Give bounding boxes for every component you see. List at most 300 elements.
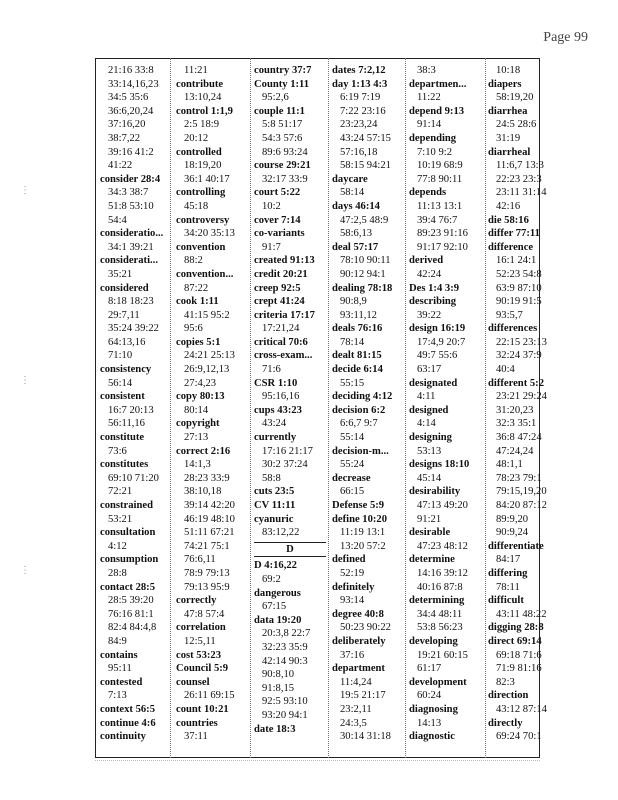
column-divider: [328, 58, 329, 758]
index-term: copy 80:13: [176, 391, 225, 403]
index-term: developing: [409, 635, 458, 647]
index-reference: 50:23 90:22: [340, 622, 391, 634]
index-term: diarrheal: [488, 146, 531, 158]
index-reference: 23:11 31:14: [496, 187, 547, 199]
index-term: differ 77:11: [488, 228, 540, 240]
index-reference: 93:14: [340, 595, 365, 607]
index-column-4: [332, 64, 404, 744]
index-reference: 79:15,19,20: [496, 486, 547, 498]
index-term: difference: [488, 241, 534, 253]
index-reference: 36:6,20,24: [108, 105, 154, 117]
index-reference: 47:24,24: [496, 445, 534, 457]
index-term: contains: [100, 649, 138, 661]
index-reference: 11:4,24: [340, 676, 372, 688]
index-term: decide 6:14: [332, 364, 383, 376]
index-reference: 91:17 92:10: [417, 241, 468, 253]
index-term: desirable: [409, 527, 451, 539]
index-reference: 78:9 79:13: [184, 567, 230, 579]
index-reference: 35:24 39:22: [108, 323, 159, 335]
index-term: controversy: [176, 214, 230, 226]
index-term: date 18:3: [254, 723, 296, 735]
index-reference: 55:14: [340, 432, 365, 444]
index-reference: 69:24 70:1: [496, 731, 542, 743]
index-term: diagnostic: [409, 731, 455, 743]
index-term: decision-m...: [332, 445, 389, 457]
index-term: constrained: [100, 500, 153, 511]
index-reference: 61:17: [417, 663, 442, 675]
bottom-rule: [95, 760, 540, 761]
index-reference: 78:14: [340, 336, 365, 348]
index-reference: 95:6: [184, 323, 203, 335]
index-reference: 58:19,20: [496, 92, 534, 104]
index-term: day 1:13 4:3: [332, 78, 388, 90]
index-reference: 45:14: [417, 472, 442, 484]
index-term: designed: [409, 404, 449, 416]
index-term: designated: [409, 377, 458, 389]
index-reference: 19:21 60:15: [417, 649, 468, 661]
index-column-5: [409, 64, 483, 744]
index-reference: 73:6: [108, 445, 127, 457]
index-reference: 34:20 35:13: [184, 228, 235, 240]
index-reference: 27:13: [184, 432, 209, 444]
index-reference: 48:1,1: [496, 459, 523, 471]
index-reference: 31:20,23: [496, 404, 534, 416]
index-term: Defense 5:9: [332, 500, 385, 511]
index-term: data 19:20: [254, 614, 302, 626]
index-reference: 87:22: [184, 282, 209, 294]
index-term: dangerous: [254, 587, 301, 599]
index-reference: 63:9 87:10: [496, 282, 542, 294]
index-reference: 24:3,5: [340, 717, 367, 729]
index-term: correctly: [176, 595, 217, 607]
index-reference: 39:22: [417, 309, 442, 321]
index-reference: 41:15 95:2: [184, 309, 230, 321]
index-reference: 14:16 39:12: [417, 567, 468, 579]
index-column-2: [176, 64, 248, 744]
index-term: cook 1:11: [176, 296, 219, 308]
index-reference: 28:5 39:20: [108, 595, 154, 607]
index-term: counsel: [176, 676, 210, 688]
index-term: determining: [409, 595, 465, 607]
index-term: differentiate: [488, 540, 544, 552]
index-term: dates 7:2,12: [332, 65, 386, 76]
section-letter: D: [254, 542, 326, 558]
index-term: differences: [488, 323, 538, 335]
index-reference: 11:6,7 13:3: [496, 160, 544, 172]
index-term: controlling: [176, 187, 226, 199]
index-reference: 23:2,11: [340, 703, 372, 715]
index-reference: 82:3: [496, 676, 515, 688]
index-reference: 31:19: [496, 132, 521, 144]
index-term: consistent: [100, 391, 145, 403]
index-term: countries: [176, 717, 218, 729]
index-reference: 90:8,10: [262, 669, 295, 681]
index-reference: 38:3: [417, 65, 436, 76]
index-term: deciding 4:12: [332, 391, 393, 403]
index-reference: 89:9,20: [496, 513, 529, 525]
index-reference: 63:17: [417, 364, 442, 376]
margin-mark: ⋮: [20, 185, 30, 196]
index-term: cuts 23:5: [254, 486, 295, 498]
index-reference: 77:8 90:11: [417, 173, 463, 185]
index-reference: 47:13 49:20: [417, 500, 468, 511]
index-term: derived: [409, 255, 444, 267]
index-reference: 58:14: [340, 187, 365, 199]
index-reference: 38:7,22: [108, 132, 141, 144]
index-reference: 32:17 33:9: [262, 173, 308, 185]
index-term: describing: [409, 296, 457, 308]
index-term: convention: [176, 241, 226, 253]
index-term: control 1:1,9: [176, 105, 233, 117]
index-reference: 18:19,20: [184, 160, 222, 172]
index-reference: 95:2,6: [262, 92, 289, 104]
index-reference: 17:21,24: [262, 323, 300, 335]
index-reference: 39:16 41:2: [108, 146, 154, 158]
index-reference: 13:20 57:2: [340, 540, 386, 552]
index-reference: 7:13: [108, 690, 127, 702]
index-reference: 37:11: [184, 731, 208, 743]
index-term: continue 4:6: [100, 717, 156, 729]
index-reference: 11:13 13:1: [417, 200, 463, 212]
index-term: degree 40:8: [332, 608, 384, 620]
index-reference: 39:14 42:20: [184, 500, 235, 511]
index-reference: 12:5,11: [184, 635, 216, 647]
index-reference: 4:11: [417, 391, 436, 403]
index-reference: 40:16 87:8: [417, 581, 463, 593]
index-reference: 83:12,22: [262, 527, 300, 539]
index-term: credit 20:21: [254, 268, 308, 280]
index-reference: 33:14,16,23: [108, 78, 159, 90]
index-reference: 10:19 68:9: [417, 160, 463, 172]
index-reference: 49:7 55:6: [417, 350, 458, 362]
index-reference: 40:4: [496, 364, 515, 376]
index-term: copyright: [176, 418, 220, 430]
index-term: dealt 81:15: [332, 350, 382, 362]
index-reference: 17:16 21:17: [262, 445, 313, 457]
index-term: cost 53:23: [176, 649, 222, 661]
index-term: context 56:5: [100, 703, 156, 715]
index-reference: 34:1 39:21: [108, 241, 154, 253]
column-divider: [405, 58, 406, 758]
index-reference: 55:24: [340, 459, 365, 471]
index-term: defined: [332, 554, 366, 566]
index-term: development: [409, 676, 467, 688]
index-reference: 17:4,9 20:7: [417, 336, 466, 348]
index-reference: 20:3,8 22:7: [262, 628, 311, 640]
index-term: consistency: [100, 364, 152, 376]
index-term: controlled: [176, 146, 222, 158]
index-term: decrease: [332, 472, 371, 484]
index-reference: 36:1 40:17: [184, 173, 230, 185]
index-column-1: [100, 64, 168, 744]
index-term: Council 5:9: [176, 663, 229, 675]
index-term: diarrhea: [488, 105, 528, 117]
index-reference: 11:21: [184, 65, 208, 76]
index-term: digging 28:8: [488, 622, 544, 634]
index-term: criteria 17:17: [254, 309, 315, 321]
index-reference: 43:11 48:22: [496, 608, 547, 620]
index-reference: 34:3 38:7: [108, 187, 149, 199]
index-reference: 28:23 33:9: [184, 472, 230, 484]
index-reference: 22:15 23:13: [496, 336, 547, 348]
index-reference: 69:18 71:6: [496, 649, 542, 661]
index-reference: 91:21: [417, 513, 442, 525]
index-reference: 28:8: [108, 567, 127, 579]
index-reference: 10:2: [262, 200, 281, 212]
index-term: differing: [488, 567, 528, 579]
index-term: contact 28:5: [100, 581, 156, 593]
index-reference: 16:1 24:1: [496, 255, 537, 267]
index-reference: 4:14: [417, 418, 436, 430]
index-term: course 29:21: [254, 160, 311, 172]
index-reference: 24:5 28:6: [496, 119, 537, 131]
index-term: different 5:2: [488, 377, 544, 389]
index-reference: 43:12 87:14: [496, 703, 547, 715]
index-term: deal 57:17: [332, 241, 379, 253]
index-reference: 71:9 81:16: [496, 663, 542, 675]
index-reference: 10:18: [496, 65, 521, 76]
column-divider: [485, 58, 486, 758]
index-reference: 6:6,7 9:7: [340, 418, 378, 430]
index-reference: 5:8 51:17: [262, 119, 303, 131]
index-reference: 11:19 13:1: [340, 527, 386, 539]
index-reference: 45:18: [184, 200, 209, 212]
index-term: cross-exam...: [254, 350, 313, 362]
index-reference: 39:4 76:7: [417, 214, 458, 226]
index-reference: 41:22: [108, 160, 133, 172]
index-term: consumption: [100, 554, 159, 566]
index-reference: 78:11: [496, 581, 520, 593]
index-term: contested: [100, 676, 143, 688]
index-reference: 37:16,20: [108, 119, 146, 131]
index-reference: 36:8 47:24: [496, 432, 542, 444]
index-reference: 42:14 90:3: [262, 655, 308, 667]
index-reference: 19:5 21:17: [340, 690, 386, 702]
index-reference: 78:23 79:1: [496, 472, 542, 484]
index-reference: 30:14 31:18: [340, 731, 391, 743]
index-term: Des 1:4 3:9: [409, 282, 460, 294]
index-term: count 10:21: [176, 703, 229, 715]
index-term: depends: [409, 187, 447, 199]
index-reference: 34:5 35:6: [108, 92, 149, 104]
index-term: direct 69:14: [488, 635, 542, 647]
index-reference: 91:14: [417, 119, 442, 131]
index-term: consider 28:4: [100, 173, 161, 185]
index-reference: 90:9,24: [496, 527, 529, 539]
index-reference: 47:8 57:4: [184, 608, 225, 620]
index-term: designing: [409, 432, 452, 444]
index-reference: 23:21 29:24: [496, 391, 547, 403]
index-reference: 93:11,12: [340, 309, 377, 321]
index-term: creep 92:5: [254, 282, 301, 294]
index-term: depend 9:13: [409, 105, 465, 117]
index-term: days 46:14: [332, 200, 380, 212]
index-reference: 52:19: [340, 567, 365, 579]
index-reference: 56:11,16: [108, 418, 145, 430]
index-reference: 7:22 23:16: [340, 105, 386, 117]
index-term: desirability: [409, 486, 461, 498]
index-reference: 51:11 67:21: [184, 527, 235, 539]
index-reference: 82:4 84:4,8: [108, 622, 157, 634]
index-reference: 53:8 56:23: [417, 622, 463, 634]
index-reference: 67:15: [262, 601, 287, 613]
index-term: depending: [409, 132, 457, 144]
index-term: daycare: [332, 173, 368, 185]
index-reference: 24:21 25:13: [184, 350, 235, 362]
index-term: CSR 1:10: [254, 377, 298, 389]
index-reference: 46:19 48:10: [184, 513, 235, 525]
index-reference: 92:5 93:10: [262, 696, 308, 708]
index-term: correct 2:16: [176, 445, 231, 457]
index-reference: 66:15: [340, 486, 365, 498]
index-reference: 14:1,3: [184, 459, 211, 471]
index-term: direction: [488, 690, 529, 702]
index-reference: 26:11 69:15: [184, 690, 235, 702]
index-reference: 42:16: [496, 200, 521, 212]
index-reference: 35:21: [108, 268, 133, 280]
index-term: considered: [100, 282, 149, 294]
index-reference: 79:13 95:9: [184, 581, 230, 593]
index-term: currently: [254, 432, 297, 444]
index-term: constitute: [100, 432, 145, 444]
index-reference: 89:23 91:16: [417, 228, 468, 240]
column-divider: [250, 58, 251, 758]
index-reference: 56:14: [108, 377, 133, 389]
index-reference: 32:24 37:9: [496, 350, 542, 362]
index-reference: 91:7: [262, 241, 281, 253]
index-reference: 34:4 48:11: [417, 608, 463, 620]
index-term: County 1:11: [254, 78, 310, 90]
index-reference: 60:24: [417, 690, 442, 702]
index-term: considerati...: [100, 255, 158, 267]
index-term: continuity: [100, 731, 146, 743]
index-reference: 55:15: [340, 377, 365, 389]
index-term: diapers: [488, 78, 522, 90]
index-reference: 69:10 71:20: [108, 472, 159, 484]
index-term: cover 7:14: [254, 214, 301, 226]
index-reference: 95:11: [108, 663, 132, 675]
index-reference: 13:10,24: [184, 92, 222, 104]
index-term: court 5:22: [254, 187, 301, 199]
index-term: designs 18:10: [409, 459, 470, 471]
index-term: cyanuric: [254, 513, 294, 525]
margin-mark: ⋮: [20, 565, 30, 576]
index-term: created 91:13: [254, 255, 315, 267]
index-term: critical 70:6: [254, 336, 308, 348]
index-term: D 4:16,22: [254, 560, 297, 572]
index-reference: 71:10: [108, 350, 133, 362]
index-term: consultation: [100, 527, 156, 539]
index-reference: 38:10,18: [184, 486, 222, 498]
page-number: Page 99: [543, 30, 588, 45]
index-reference: 80:14: [184, 404, 209, 416]
index-reference: 23:23,24: [340, 119, 378, 131]
index-reference: 16:7 20:13: [108, 404, 154, 416]
index-term: country 37:7: [254, 65, 312, 76]
index-reference: 29:7,11: [108, 309, 140, 321]
index-reference: 11:22: [417, 92, 441, 104]
index-term: design 16:19: [409, 323, 466, 335]
index-reference: 71:6: [262, 364, 281, 376]
index-reference: 21:16 33:8: [108, 65, 154, 76]
index-reference: 93:5,7: [496, 309, 523, 321]
index-reference: 43:24: [262, 418, 287, 430]
index-reference: 84:17: [496, 554, 521, 566]
index-reference: 26:9,12,13: [184, 364, 230, 376]
index-term: define 10:20: [332, 513, 388, 525]
index-reference: 32:3 35:1: [496, 418, 537, 430]
index-reference: 69:2: [262, 573, 281, 585]
index-reference: 54:3 57:6: [262, 132, 303, 144]
index-term: dealing 78:18: [332, 282, 393, 294]
index-term: department: [332, 663, 385, 675]
index-reference: 32:23 35:9: [262, 641, 308, 653]
index-term: directly: [488, 717, 523, 729]
index-term: correlation: [176, 622, 226, 634]
index-term: crept 41:24: [254, 296, 305, 308]
index-term: constitutes: [100, 459, 149, 471]
index-term: determine: [409, 554, 455, 566]
column-divider: [170, 58, 171, 758]
index-reference: 53:21: [108, 513, 133, 525]
index-term: co-variants: [254, 228, 305, 240]
index-term: difficult: [488, 595, 524, 607]
index-reference: 6:19 7:19: [340, 92, 381, 104]
index-reference: 47:23 48:12: [417, 540, 468, 552]
index-reference: 76:6,11: [184, 554, 216, 566]
index-reference: 58:15 94:21: [340, 160, 391, 172]
index-term: deals 76:16: [332, 323, 383, 335]
index-reference: 30:2 37:24: [262, 459, 308, 471]
index-reference: 72:21: [108, 486, 133, 498]
index-reference: 27:4,23: [184, 377, 217, 389]
index-reference: 90:8,9: [340, 296, 367, 308]
index-term: convention...: [176, 268, 234, 280]
index-term: CV 11:11: [254, 500, 296, 511]
index-column-3: [254, 64, 326, 736]
index-reference: 78:10 90:11: [340, 255, 391, 267]
index-reference: 47:2,5 48:9: [340, 214, 389, 226]
index-reference: 93:20 94:1: [262, 709, 308, 721]
index-reference: 4:12: [108, 540, 127, 552]
index-reference: 76:16 81:1: [108, 608, 154, 620]
index-term: deliberately: [332, 635, 386, 647]
index-reference: 58:8: [262, 472, 281, 484]
index-term: consideratio...: [100, 228, 164, 240]
index-reference: 8:18 18:23: [108, 296, 154, 308]
index-term: departmen...: [409, 78, 467, 90]
index-term: contribute: [176, 78, 224, 90]
index-reference: 37:16: [340, 649, 365, 661]
index-reference: 14:13: [417, 717, 442, 729]
index-reference: 91:8,15: [262, 682, 295, 694]
index-reference: 90:19 91:5: [496, 296, 542, 308]
index-reference: 95:16,16: [262, 391, 300, 403]
index-reference: 64:13,16: [108, 336, 146, 348]
index-reference: 89:6 93:24: [262, 146, 308, 158]
index-reference: 84:9: [108, 635, 127, 647]
index-column-6: [488, 64, 547, 744]
index-term: decision 6:2: [332, 404, 386, 416]
index-term: cups 43:23: [254, 404, 302, 416]
index-reference: 54:4: [108, 214, 127, 226]
index-term: die 58:16: [488, 214, 529, 226]
index-term: copies 5:1: [176, 336, 221, 348]
index-reference: 52:23 54:8: [496, 268, 542, 280]
index-reference: 43:24 57:15: [340, 132, 391, 144]
index-term: couple 11:1: [254, 105, 305, 117]
index-reference: 51:8 53:10: [108, 200, 154, 212]
